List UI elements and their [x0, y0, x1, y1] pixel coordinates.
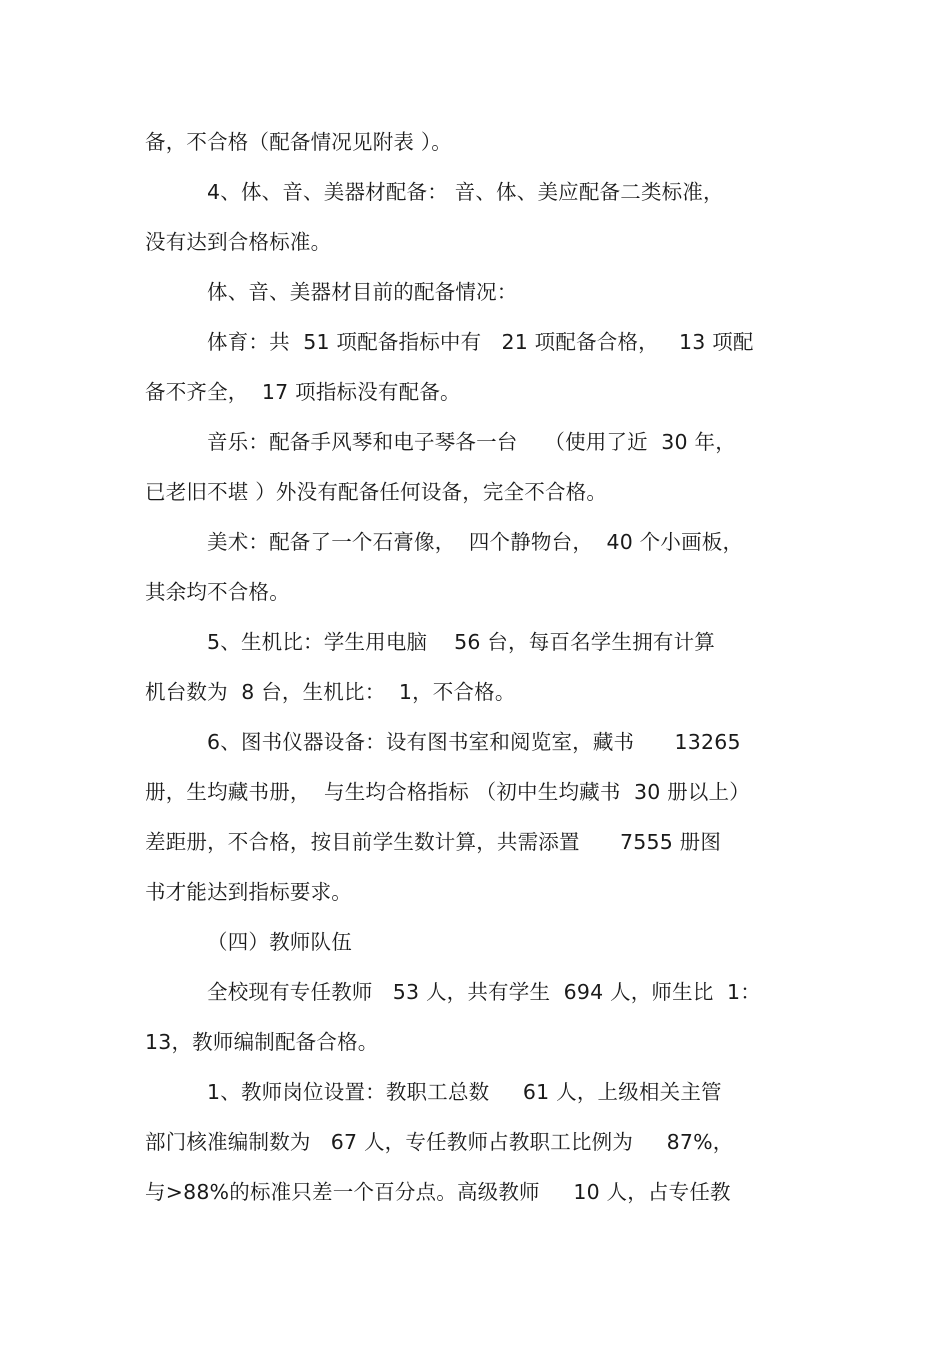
paragraph-line: 1、教师岗位设置：教职工总数 61 人，上级相关主管	[207, 1080, 722, 1104]
paragraph-line: 6、图书仪器设备：设有图书室和阅览室，藏书 13265	[207, 730, 741, 754]
paragraph-line: 4、体、音、美器材配备： 音、体、美应配备二类标准，	[207, 180, 724, 204]
paragraph-line: 5、生机比：学生用电脑 56 台，每百名学生拥有计算	[207, 630, 716, 654]
paragraph-line: 备，不合格（配备情况见附表 ）。	[145, 130, 452, 154]
paragraph-line: 部门核准编制数为 67 人，专任教师占教职工比例为 87%，	[145, 1130, 734, 1154]
paragraph-line: 与>88%的标准只差一个百分点。高级教师 10 人，占专任教	[145, 1180, 731, 1204]
paragraph-line: 差距册，不合格，按目前学生数计算，共需添置 7555 册图	[145, 830, 722, 854]
paragraph-line: 全校现有专任教师 53 人，共有学生 694 人，师生比 1：	[207, 980, 761, 1004]
paragraph-line: 13，教师编制配备合格。	[145, 1030, 379, 1054]
paragraph-line: 已老旧不堪 ）外没有配备任何设备，完全不合格。	[145, 480, 608, 504]
section-heading: （四）教师队伍	[207, 930, 352, 954]
paragraph-line: 没有达到合格标准。	[145, 230, 332, 254]
paragraph-line: 美术：配备了一个石膏像， 四个静物台， 40 个小画板，	[207, 530, 744, 554]
paragraph-line: 体、音、美器材目前的配备情况：	[207, 280, 518, 304]
paragraph-line: 册，生均藏书册， 与生均合格指标 （初中生均藏书 30 册以上）	[145, 780, 750, 804]
paragraph-line: 其余均不合格。	[145, 580, 290, 604]
paragraph-line: 机台数为 8 台，生机比： 1，不合格。	[145, 680, 516, 704]
paragraph-line: 音乐：配备手风琴和电子琴各一台 （使用了近 30 年，	[207, 430, 736, 454]
paragraph-line: 备不齐全， 17 项指标没有配备。	[145, 380, 461, 404]
paragraph-line: 书才能达到指标要求。	[145, 880, 352, 904]
paragraph-line: 体育：共 51 项配备指标中有 21 项配备合格， 13 项配	[207, 330, 754, 354]
